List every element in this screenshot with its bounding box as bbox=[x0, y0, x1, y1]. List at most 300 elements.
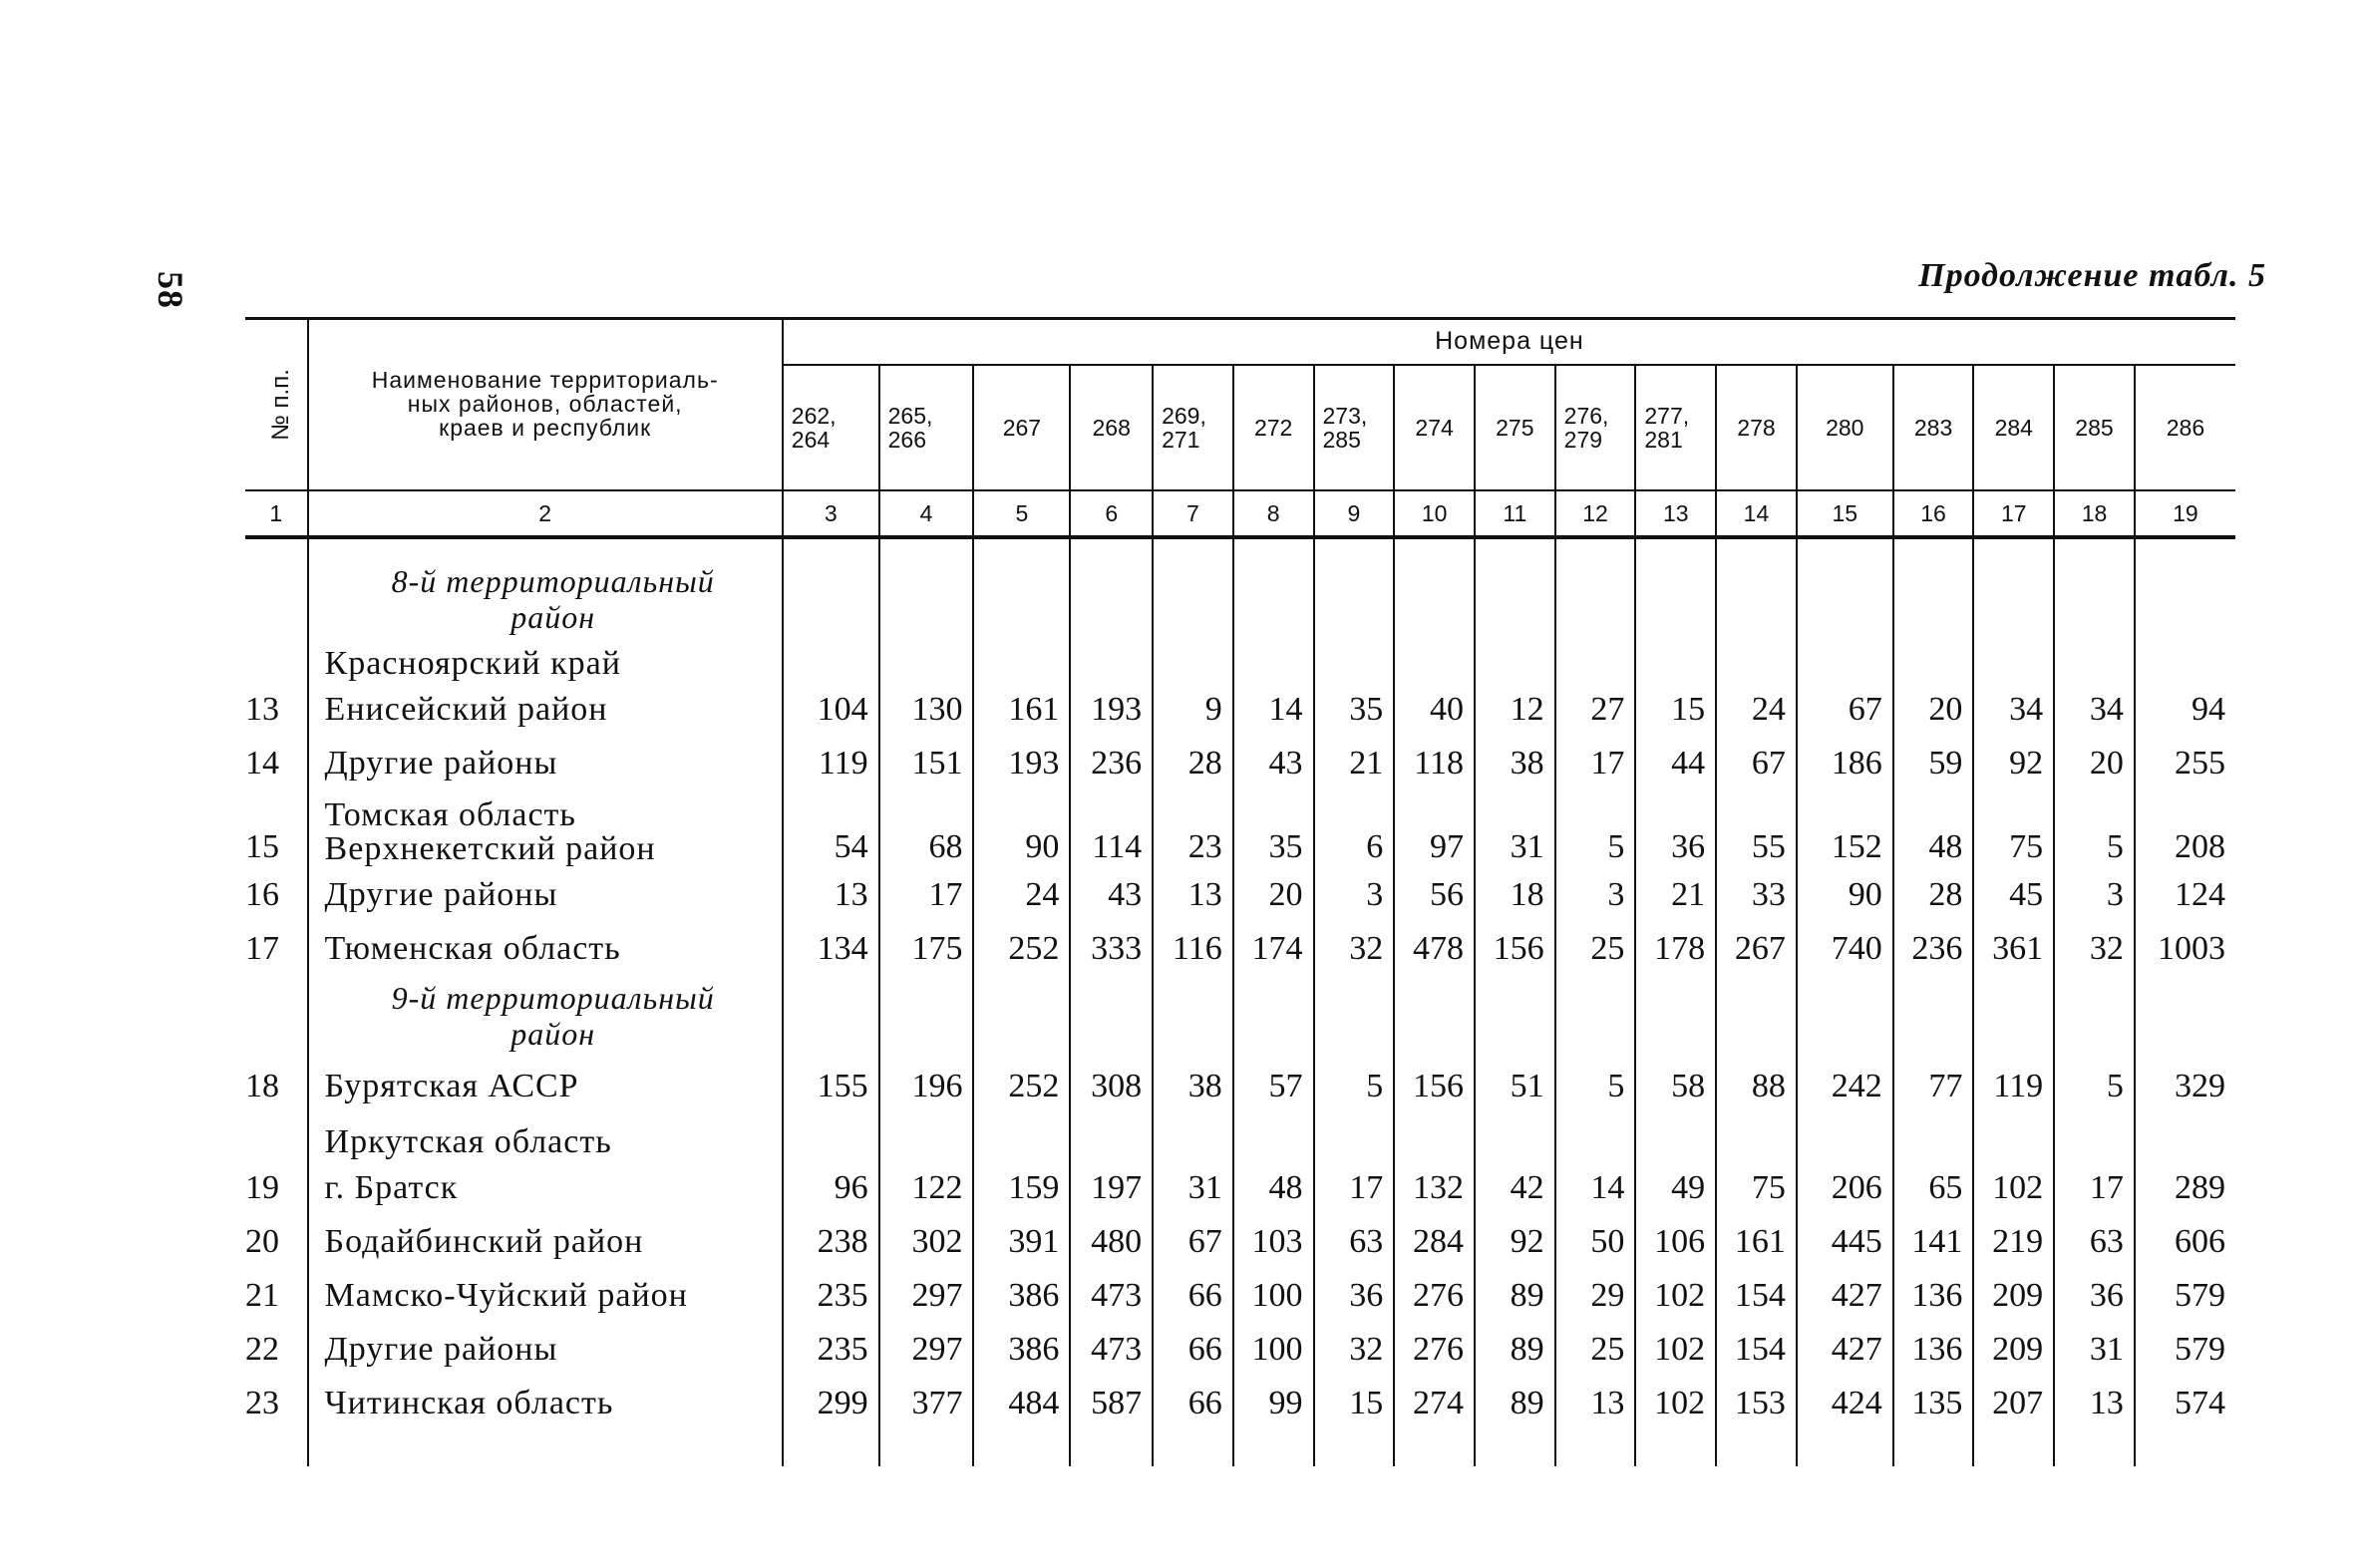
price-code-line: 277, bbox=[1644, 402, 1690, 429]
value-cell: 156 bbox=[1394, 1056, 1475, 1117]
price-code-line: 285 bbox=[1322, 426, 1361, 453]
value-cell: 308 bbox=[1070, 1056, 1153, 1117]
column-index-cell: 11 bbox=[1475, 490, 1555, 537]
price-code-line: 285 bbox=[2075, 414, 2114, 441]
empty-cell bbox=[1153, 559, 1233, 639]
empty-cell bbox=[1716, 559, 1797, 639]
value-cell: 48 bbox=[1893, 790, 1974, 868]
value-cell: 5 bbox=[1555, 1056, 1636, 1117]
price-code-header bbox=[1153, 365, 1233, 490]
price-code-header bbox=[1314, 365, 1395, 490]
price-code-line: 274 bbox=[1415, 414, 1454, 441]
section-title bbox=[308, 976, 783, 1056]
empty-cell bbox=[879, 537, 974, 559]
row-name: Другие районы bbox=[308, 1323, 783, 1377]
column-index-cell: 18 bbox=[2054, 490, 2135, 537]
section-title-line: 8-й территориальный bbox=[391, 563, 715, 599]
row-name-text: Верхнекетский район bbox=[324, 830, 656, 867]
empty-cell bbox=[2135, 1117, 2235, 1161]
region-row bbox=[245, 639, 2235, 683]
empty-cell bbox=[1394, 537, 1475, 559]
empty-cell bbox=[879, 1117, 974, 1161]
row-number: 14 bbox=[245, 745, 279, 782]
row-name: Другие районы bbox=[308, 737, 783, 790]
empty-cell bbox=[1153, 976, 1233, 1056]
value-cell: 206 bbox=[1797, 1161, 1893, 1215]
table-row bbox=[245, 1269, 2235, 1323]
value-cell: 90 bbox=[973, 790, 1070, 868]
empty-cell bbox=[1314, 1430, 1395, 1466]
value-cell: 67 bbox=[1153, 1215, 1233, 1269]
empty-cell bbox=[308, 537, 783, 559]
price-code-header bbox=[783, 365, 879, 490]
value-cell: 579 bbox=[2135, 1269, 2235, 1323]
value-cell: 197 bbox=[1070, 1161, 1153, 1215]
value-cell: 36 bbox=[1314, 1269, 1395, 1323]
value-cell: 391 bbox=[973, 1215, 1070, 1269]
empty-cell bbox=[1475, 639, 1555, 683]
column-index-cell: 12 bbox=[1555, 490, 1636, 537]
value-cell: 484 bbox=[973, 1377, 1070, 1430]
value-cell: 34 bbox=[2054, 683, 2135, 737]
table-row bbox=[245, 1215, 2235, 1269]
empty-cell bbox=[1973, 1117, 2054, 1161]
price-table bbox=[245, 317, 2235, 1466]
value-cell: 5 bbox=[2054, 1056, 2135, 1117]
price-code-line: 265, bbox=[887, 402, 933, 429]
table-row bbox=[245, 683, 2235, 737]
value-cell: 238 bbox=[783, 1215, 879, 1269]
value-cell: 236 bbox=[1070, 737, 1153, 790]
price-code-line: 278 bbox=[1737, 414, 1776, 441]
value-cell: 427 bbox=[1797, 1323, 1893, 1377]
value-cell: 377 bbox=[879, 1377, 974, 1430]
value-cell: 13 bbox=[783, 868, 879, 922]
empty-cell bbox=[1973, 559, 2054, 639]
empty-cell bbox=[1797, 976, 1893, 1056]
empty-cell bbox=[1314, 559, 1395, 639]
empty-cell bbox=[1233, 537, 1314, 559]
empty-cell bbox=[1233, 559, 1314, 639]
price-code-header bbox=[1797, 365, 1893, 490]
price-code-header bbox=[1475, 365, 1555, 490]
empty-cell bbox=[1635, 1430, 1716, 1466]
table-row bbox=[245, 868, 2235, 922]
table-row bbox=[245, 1161, 2235, 1215]
empty-cell bbox=[1893, 976, 1974, 1056]
value-cell: 28 bbox=[1153, 737, 1233, 790]
table-header bbox=[245, 319, 2235, 538]
value-cell: 25 bbox=[1555, 1323, 1636, 1377]
value-cell: 196 bbox=[879, 1056, 974, 1117]
value-cell: 45 bbox=[1973, 868, 2054, 922]
value-cell: 587 bbox=[1070, 1377, 1153, 1430]
empty-cell bbox=[1070, 537, 1153, 559]
value-cell: 5 bbox=[1314, 1056, 1395, 1117]
value-cell: 66 bbox=[1153, 1269, 1233, 1323]
empty-cell bbox=[1797, 1117, 1893, 1161]
value-cell: 103 bbox=[1233, 1215, 1314, 1269]
price-code-line: 273, bbox=[1322, 402, 1368, 429]
value-cell: 134 bbox=[783, 922, 879, 976]
value-cell: 27 bbox=[1555, 683, 1636, 737]
section-title bbox=[308, 559, 783, 639]
price-code-header bbox=[1973, 365, 2054, 490]
value-cell: 21 bbox=[1314, 737, 1395, 790]
value-cell: 14 bbox=[1233, 683, 1314, 737]
value-cell: 209 bbox=[1973, 1323, 2054, 1377]
empty-cell bbox=[1314, 537, 1395, 559]
empty-cell bbox=[2135, 1430, 2235, 1466]
column-index-cell: 5 bbox=[973, 490, 1070, 537]
value-cell: 267 bbox=[1716, 922, 1797, 976]
table-row bbox=[245, 737, 2235, 790]
value-cell: 99 bbox=[1233, 1377, 1314, 1430]
empty-cell bbox=[1635, 559, 1716, 639]
value-cell: 208 bbox=[2135, 790, 2235, 868]
value-cell: 97 bbox=[1394, 790, 1475, 868]
value-cell: 15 bbox=[1314, 1377, 1395, 1430]
value-cell: 480 bbox=[1070, 1215, 1153, 1269]
header-row-number: № п.п. bbox=[266, 369, 294, 441]
price-code-line: 267 bbox=[1002, 414, 1042, 441]
header-territory-name: Наименование территориаль- ных районов, областей, краев и республик bbox=[308, 319, 783, 491]
column-index-cell: 17 bbox=[1973, 490, 2054, 537]
value-cell: 242 bbox=[1797, 1056, 1893, 1117]
empty-cell bbox=[783, 1117, 879, 1161]
empty-cell bbox=[1893, 1117, 1974, 1161]
value-cell: 186 bbox=[1797, 737, 1893, 790]
value-cell: 207 bbox=[1973, 1377, 2054, 1430]
value-cell: 31 bbox=[2054, 1323, 2135, 1377]
row-number: 21 bbox=[245, 1277, 279, 1314]
empty-cell bbox=[1893, 639, 1974, 683]
value-cell: 75 bbox=[1716, 1161, 1797, 1215]
empty-cell bbox=[973, 537, 1070, 559]
value-cell: 132 bbox=[1394, 1161, 1475, 1215]
row-name bbox=[308, 790, 783, 868]
empty-cell bbox=[1555, 639, 1636, 683]
section-title-line: 9-й территориальный bbox=[391, 980, 715, 1016]
value-cell: 136 bbox=[1893, 1269, 1974, 1323]
price-code-header bbox=[1635, 365, 1716, 490]
price-code-line: 281 bbox=[1644, 426, 1683, 453]
value-cell: 130 bbox=[879, 683, 974, 737]
row-name: Бодайбинский район bbox=[308, 1215, 783, 1269]
empty-cell bbox=[1797, 559, 1893, 639]
empty-cell bbox=[1973, 639, 2054, 683]
value-cell: 31 bbox=[1475, 790, 1555, 868]
value-cell: 299 bbox=[783, 1377, 879, 1430]
value-cell: 151 bbox=[879, 737, 974, 790]
value-cell: 36 bbox=[1635, 790, 1716, 868]
value-cell: 32 bbox=[2054, 922, 2135, 976]
value-cell: 92 bbox=[1973, 737, 2054, 790]
empty-cell bbox=[1635, 537, 1716, 559]
empty-cell bbox=[1797, 1430, 1893, 1466]
value-cell: 42 bbox=[1475, 1161, 1555, 1215]
empty-cell bbox=[2054, 559, 2135, 639]
value-cell: 28 bbox=[1893, 868, 1974, 922]
price-code-header bbox=[1070, 365, 1153, 490]
value-cell: 5 bbox=[1555, 790, 1636, 868]
value-cell: 33 bbox=[1716, 868, 1797, 922]
value-cell: 89 bbox=[1475, 1269, 1555, 1323]
value-cell: 38 bbox=[1153, 1056, 1233, 1117]
table-row bbox=[245, 1323, 2235, 1377]
value-cell: 100 bbox=[1233, 1269, 1314, 1323]
value-cell: 38 bbox=[1475, 737, 1555, 790]
section-title-line: район bbox=[510, 599, 596, 635]
value-cell: 473 bbox=[1070, 1323, 1153, 1377]
value-cell: 35 bbox=[1314, 683, 1395, 737]
empty-cell bbox=[1555, 537, 1636, 559]
empty-cell bbox=[1555, 976, 1636, 1056]
empty-cell bbox=[1475, 1430, 1555, 1466]
value-cell: 178 bbox=[1635, 922, 1716, 976]
value-cell: 361 bbox=[1973, 922, 2054, 976]
value-cell: 17 bbox=[1555, 737, 1636, 790]
value-cell: 20 bbox=[1893, 683, 1974, 737]
value-cell: 48 bbox=[1233, 1161, 1314, 1215]
empty-cell bbox=[1233, 976, 1314, 1056]
value-cell: 119 bbox=[783, 737, 879, 790]
empty-cell bbox=[245, 976, 308, 1056]
empty-cell bbox=[1716, 976, 1797, 1056]
value-cell: 43 bbox=[1070, 868, 1153, 922]
row-name: Енисейский район bbox=[308, 683, 783, 737]
value-cell: 36 bbox=[2054, 1269, 2135, 1323]
empty-cell bbox=[308, 1430, 783, 1466]
empty-cell bbox=[2054, 537, 2135, 559]
empty-cell bbox=[1394, 1117, 1475, 1161]
table-row bbox=[245, 790, 2235, 868]
value-cell: 23 bbox=[1153, 790, 1233, 868]
value-cell: 58 bbox=[1635, 1056, 1716, 1117]
empty-cell bbox=[783, 1430, 879, 1466]
empty-cell bbox=[973, 1430, 1070, 1466]
value-cell: 12 bbox=[1475, 683, 1555, 737]
empty-cell bbox=[1555, 559, 1636, 639]
empty-cell bbox=[1394, 559, 1475, 639]
value-cell: 124 bbox=[2135, 868, 2235, 922]
empty-cell bbox=[2135, 537, 2235, 559]
value-cell: 40 bbox=[1394, 683, 1475, 737]
row-number: 13 bbox=[245, 691, 279, 728]
value-cell: 17 bbox=[1314, 1161, 1395, 1215]
empty-cell bbox=[2135, 976, 2235, 1056]
value-cell: 24 bbox=[1716, 683, 1797, 737]
empty-cell bbox=[973, 559, 1070, 639]
row-name: Другие районы bbox=[308, 868, 783, 922]
empty-cell bbox=[1070, 976, 1153, 1056]
value-cell: 153 bbox=[1716, 1377, 1797, 1430]
empty-cell bbox=[2135, 639, 2235, 683]
value-cell: 3 bbox=[1314, 868, 1395, 922]
value-cell: 574 bbox=[2135, 1377, 2235, 1430]
value-cell: 424 bbox=[1797, 1377, 1893, 1430]
empty-cell bbox=[245, 559, 308, 639]
empty-cell bbox=[783, 639, 879, 683]
value-cell: 56 bbox=[1394, 868, 1475, 922]
section-title-line: район bbox=[510, 1016, 596, 1052]
page-number: 58 bbox=[151, 271, 190, 309]
value-cell: 49 bbox=[1635, 1161, 1716, 1215]
row-number: 23 bbox=[245, 1385, 279, 1421]
value-cell: 740 bbox=[1797, 922, 1893, 976]
table-row bbox=[245, 922, 2235, 976]
price-code-line: 279 bbox=[1563, 426, 1603, 453]
price-code-header bbox=[2135, 365, 2235, 490]
empty-cell bbox=[1070, 1117, 1153, 1161]
empty-cell bbox=[1893, 1430, 1974, 1466]
empty-cell bbox=[1070, 559, 1153, 639]
value-cell: 89 bbox=[1475, 1377, 1555, 1430]
value-cell: 161 bbox=[1716, 1215, 1797, 1269]
value-cell: 579 bbox=[2135, 1323, 2235, 1377]
value-cell: 54 bbox=[783, 790, 879, 868]
value-cell: 9 bbox=[1153, 683, 1233, 737]
price-code-line: 268 bbox=[1092, 414, 1131, 441]
empty-cell bbox=[1555, 1430, 1636, 1466]
empty-cell bbox=[1314, 1117, 1395, 1161]
empty-cell bbox=[1973, 537, 2054, 559]
region-row bbox=[245, 1117, 2235, 1161]
value-cell: 15 bbox=[1635, 683, 1716, 737]
price-code-header bbox=[973, 365, 1070, 490]
value-cell: 68 bbox=[879, 790, 974, 868]
empty-cell bbox=[973, 1117, 1070, 1161]
value-cell: 65 bbox=[1893, 1161, 1974, 1215]
value-cell: 136 bbox=[1893, 1323, 1974, 1377]
value-cell: 75 bbox=[1973, 790, 2054, 868]
value-cell: 31 bbox=[1153, 1161, 1233, 1215]
price-code-header bbox=[2054, 365, 2135, 490]
empty-cell bbox=[1475, 537, 1555, 559]
value-cell: 297 bbox=[879, 1269, 974, 1323]
value-cell: 236 bbox=[1893, 922, 1974, 976]
empty-cell bbox=[1394, 976, 1475, 1056]
empty-cell bbox=[1070, 639, 1153, 683]
value-cell: 235 bbox=[783, 1323, 879, 1377]
continuation-caption: Продолжение табл. 5 bbox=[1918, 257, 2266, 294]
value-cell: 63 bbox=[2054, 1215, 2135, 1269]
value-cell: 14 bbox=[1555, 1161, 1636, 1215]
price-code-header bbox=[879, 365, 974, 490]
price-code-line: 286 bbox=[2166, 414, 2205, 441]
row-number: 17 bbox=[245, 930, 279, 967]
value-cell: 6 bbox=[1314, 790, 1395, 868]
value-cell: 50 bbox=[1555, 1215, 1636, 1269]
empty-cell bbox=[1233, 1430, 1314, 1466]
empty-cell bbox=[1973, 976, 2054, 1056]
value-cell: 51 bbox=[1475, 1056, 1555, 1117]
value-cell: 67 bbox=[1797, 683, 1893, 737]
row-name: Читинская область bbox=[308, 1377, 783, 1430]
empty-cell bbox=[1716, 639, 1797, 683]
empty-cell bbox=[1635, 1117, 1716, 1161]
empty-cell bbox=[879, 976, 974, 1056]
empty-cell bbox=[879, 1430, 974, 1466]
value-cell: 141 bbox=[1893, 1215, 1974, 1269]
value-cell: 219 bbox=[1973, 1215, 2054, 1269]
value-cell: 427 bbox=[1797, 1269, 1893, 1323]
value-cell: 252 bbox=[973, 1056, 1070, 1117]
value-cell: 297 bbox=[879, 1323, 974, 1377]
price-code-header bbox=[1716, 365, 1797, 490]
value-cell: 66 bbox=[1153, 1377, 1233, 1430]
value-cell: 102 bbox=[1635, 1323, 1716, 1377]
value-cell: 302 bbox=[879, 1215, 974, 1269]
value-cell: 152 bbox=[1797, 790, 1893, 868]
value-cell: 106 bbox=[1635, 1215, 1716, 1269]
value-cell: 3 bbox=[2054, 868, 2135, 922]
empty-cell bbox=[1475, 559, 1555, 639]
empty-cell bbox=[1394, 1430, 1475, 1466]
column-index-cell: 3 bbox=[783, 490, 879, 537]
column-index-cell: 8 bbox=[1233, 490, 1314, 537]
row-number: 22 bbox=[245, 1331, 279, 1368]
value-cell: 13 bbox=[1555, 1377, 1636, 1430]
empty-cell bbox=[1475, 976, 1555, 1056]
value-cell: 35 bbox=[1233, 790, 1314, 868]
empty-cell bbox=[1153, 639, 1233, 683]
value-cell: 17 bbox=[2054, 1161, 2135, 1215]
value-cell: 25 bbox=[1555, 922, 1636, 976]
value-cell: 122 bbox=[879, 1161, 974, 1215]
value-cell: 77 bbox=[1893, 1056, 1974, 1117]
empty-cell bbox=[1716, 537, 1797, 559]
value-cell: 119 bbox=[1973, 1056, 2054, 1117]
value-cell: 67 bbox=[1716, 737, 1797, 790]
value-cell: 155 bbox=[783, 1056, 879, 1117]
empty-cell bbox=[783, 537, 879, 559]
value-cell: 333 bbox=[1070, 922, 1153, 976]
empty-cell bbox=[1233, 1117, 1314, 1161]
column-index-cell: 15 bbox=[1797, 490, 1893, 537]
empty-cell bbox=[1153, 1117, 1233, 1161]
value-cell: 24 bbox=[973, 868, 1070, 922]
empty-cell bbox=[1716, 1430, 1797, 1466]
row-number: 18 bbox=[245, 1068, 279, 1104]
price-code-line: 271 bbox=[1162, 426, 1200, 453]
empty-cell bbox=[1153, 1430, 1233, 1466]
value-cell: 118 bbox=[1394, 737, 1475, 790]
value-cell: 161 bbox=[973, 683, 1070, 737]
region-name: Иркутская область bbox=[308, 1117, 783, 1161]
value-cell: 175 bbox=[879, 922, 974, 976]
value-cell: 5 bbox=[2054, 790, 2135, 868]
value-cell: 13 bbox=[1153, 868, 1233, 922]
value-cell: 44 bbox=[1635, 737, 1716, 790]
value-cell: 43 bbox=[1233, 737, 1314, 790]
price-code-line: 276, bbox=[1563, 402, 1609, 429]
empty-cell bbox=[1153, 537, 1233, 559]
value-cell: 32 bbox=[1314, 922, 1395, 976]
column-index-cell: 10 bbox=[1394, 490, 1475, 537]
value-cell: 445 bbox=[1797, 1215, 1893, 1269]
value-cell: 276 bbox=[1394, 1323, 1475, 1377]
value-cell: 193 bbox=[973, 737, 1070, 790]
value-cell: 66 bbox=[1153, 1323, 1233, 1377]
row-number: 16 bbox=[245, 876, 279, 913]
value-cell: 478 bbox=[1394, 922, 1475, 976]
empty-cell bbox=[973, 976, 1070, 1056]
value-cell: 114 bbox=[1070, 790, 1153, 868]
value-cell: 90 bbox=[1797, 868, 1893, 922]
value-cell: 154 bbox=[1716, 1269, 1797, 1323]
value-cell: 96 bbox=[783, 1161, 879, 1215]
